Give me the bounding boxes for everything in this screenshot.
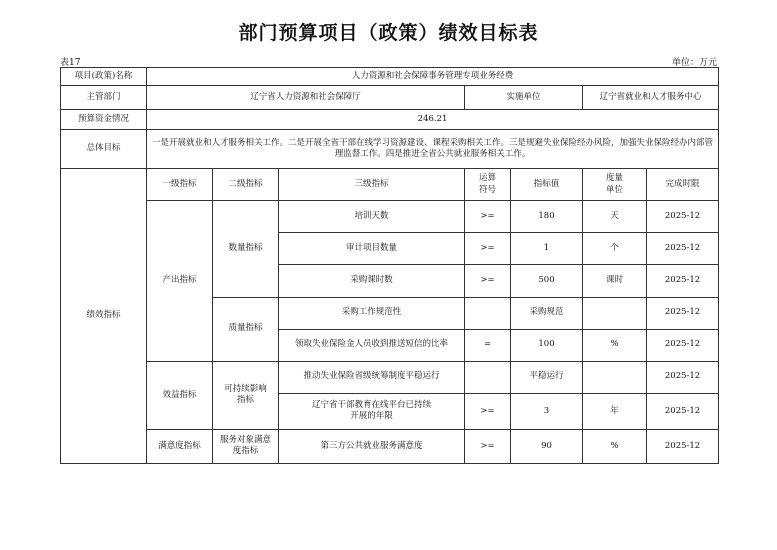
indicator-name: 采购工作规范性 (279, 297, 465, 329)
impl-label: 实施单位 (465, 86, 583, 110)
budget-value: 246.21 (147, 110, 719, 130)
indicator-operator (465, 297, 511, 329)
table-row (61, 361, 719, 393)
budget-row (61, 110, 719, 130)
project-name-label: 项目(政策)名称 (61, 68, 147, 86)
indicator-header-row (61, 169, 719, 201)
goal-row (61, 130, 719, 169)
budget-label: 预算资金情况 (61, 110, 147, 130)
perf-indicator-label: 绩效指标 (61, 169, 147, 464)
level1-benefit: 效益指标 (147, 361, 213, 429)
goal-text: 一是开展就业和人才服务相关工作。二是开展全省干部在线学习资源建设、课程采购相关工作。三是规避失业保险经办风险，加强失业保险经办内部管理监督工作。四是推进全省公共就业服务相关工作。 (147, 130, 719, 169)
table-row (61, 201, 719, 233)
indicator-unit: % (583, 329, 647, 361)
project-name-row (61, 68, 719, 86)
indicator-unit (583, 297, 647, 329)
indicator-operator: >= (465, 233, 511, 265)
page-title: 部门预算项目（政策）绩效目标表 (238, 22, 539, 44)
header-value: 指标值 (511, 169, 583, 201)
indicator-value: 100 (511, 329, 583, 361)
table-number: 表17 (60, 58, 81, 68)
indicator-unit: % (583, 429, 647, 463)
indicator-name: 第三方公共就业服务满意度 (279, 429, 465, 463)
indicator-value: 平稳运行 (511, 361, 583, 393)
impl-value: 辽宁省就业和人才服务中心 (583, 86, 719, 110)
indicator-value: 500 (511, 265, 583, 297)
indicator-name: 培训天数 (279, 201, 465, 233)
indicator-operator: >= (465, 201, 511, 233)
project-name-value: 人力资源和社会保障事务管理专项业务经费 (147, 68, 719, 86)
header-operator: 运算 符号 (465, 169, 511, 201)
header-unit: 度量 单位 (583, 169, 647, 201)
indicator-operator: >= (465, 429, 511, 463)
indicator-deadline: 2025-12 (647, 233, 719, 265)
indicator-operator: = (465, 329, 511, 361)
level2-quantity: 数量指标 (213, 201, 279, 297)
indicator-name: 采购课时数 (279, 265, 465, 297)
indicator-value: 180 (511, 201, 583, 233)
table-row (61, 429, 719, 463)
indicator-deadline: 2025-12 (647, 361, 719, 393)
indicator-name: 推动失业保险省级统筹制度平稳运行 (279, 361, 465, 393)
indicator-unit: 课时 (583, 265, 647, 297)
indicator-name: 领取失业保险金人员收到推送短信的比率 (279, 329, 465, 361)
indicator-deadline: 2025-12 (647, 393, 719, 429)
department-row (61, 86, 719, 110)
indicator-unit: 年 (583, 393, 647, 429)
unit-label: 单位：万元 (671, 58, 717, 68)
level1-satisfaction: 满意度指标 (147, 429, 213, 463)
indicator-deadline: 2025-12 (647, 329, 719, 361)
indicator-name: 辽宁省干部教育在线平台已持续 开展的年限 (279, 393, 465, 429)
indicator-value: 采购规范 (511, 297, 583, 329)
indicator-deadline: 2025-12 (647, 429, 719, 463)
performance-target-table (60, 67, 719, 464)
indicator-unit: 天 (583, 201, 647, 233)
level1-output: 产出指标 (147, 201, 213, 361)
indicator-deadline: 2025-12 (647, 265, 719, 297)
level2-quality: 质量指标 (213, 297, 279, 361)
header-level1: 一级指标 (147, 169, 213, 201)
header-level3: 三级指标 (279, 169, 465, 201)
header-deadline: 完成时限 (647, 169, 719, 201)
level2-sustainable: 可持续影响 指标 (213, 361, 279, 429)
indicator-value: 1 (511, 233, 583, 265)
indicator-unit (583, 361, 647, 393)
indicator-operator: >= (465, 265, 511, 297)
indicator-value: 3 (511, 393, 583, 429)
goal-label: 总体目标 (61, 130, 147, 169)
indicator-operator: >= (465, 393, 511, 429)
indicator-unit: 个 (583, 233, 647, 265)
indicator-operator (465, 361, 511, 393)
indicator-value: 90 (511, 429, 583, 463)
indicator-deadline: 2025-12 (647, 201, 719, 233)
header-level2: 二级指标 (213, 169, 279, 201)
indicator-name: 审计项目数量 (279, 233, 465, 265)
dept-label: 主管部门 (61, 86, 147, 110)
indicator-deadline: 2025-12 (647, 297, 719, 329)
level2-service-satisfaction: 服务对象满意 度指标 (213, 429, 279, 463)
dept-value: 辽宁省人力资源和社会保障厅 (147, 86, 465, 110)
